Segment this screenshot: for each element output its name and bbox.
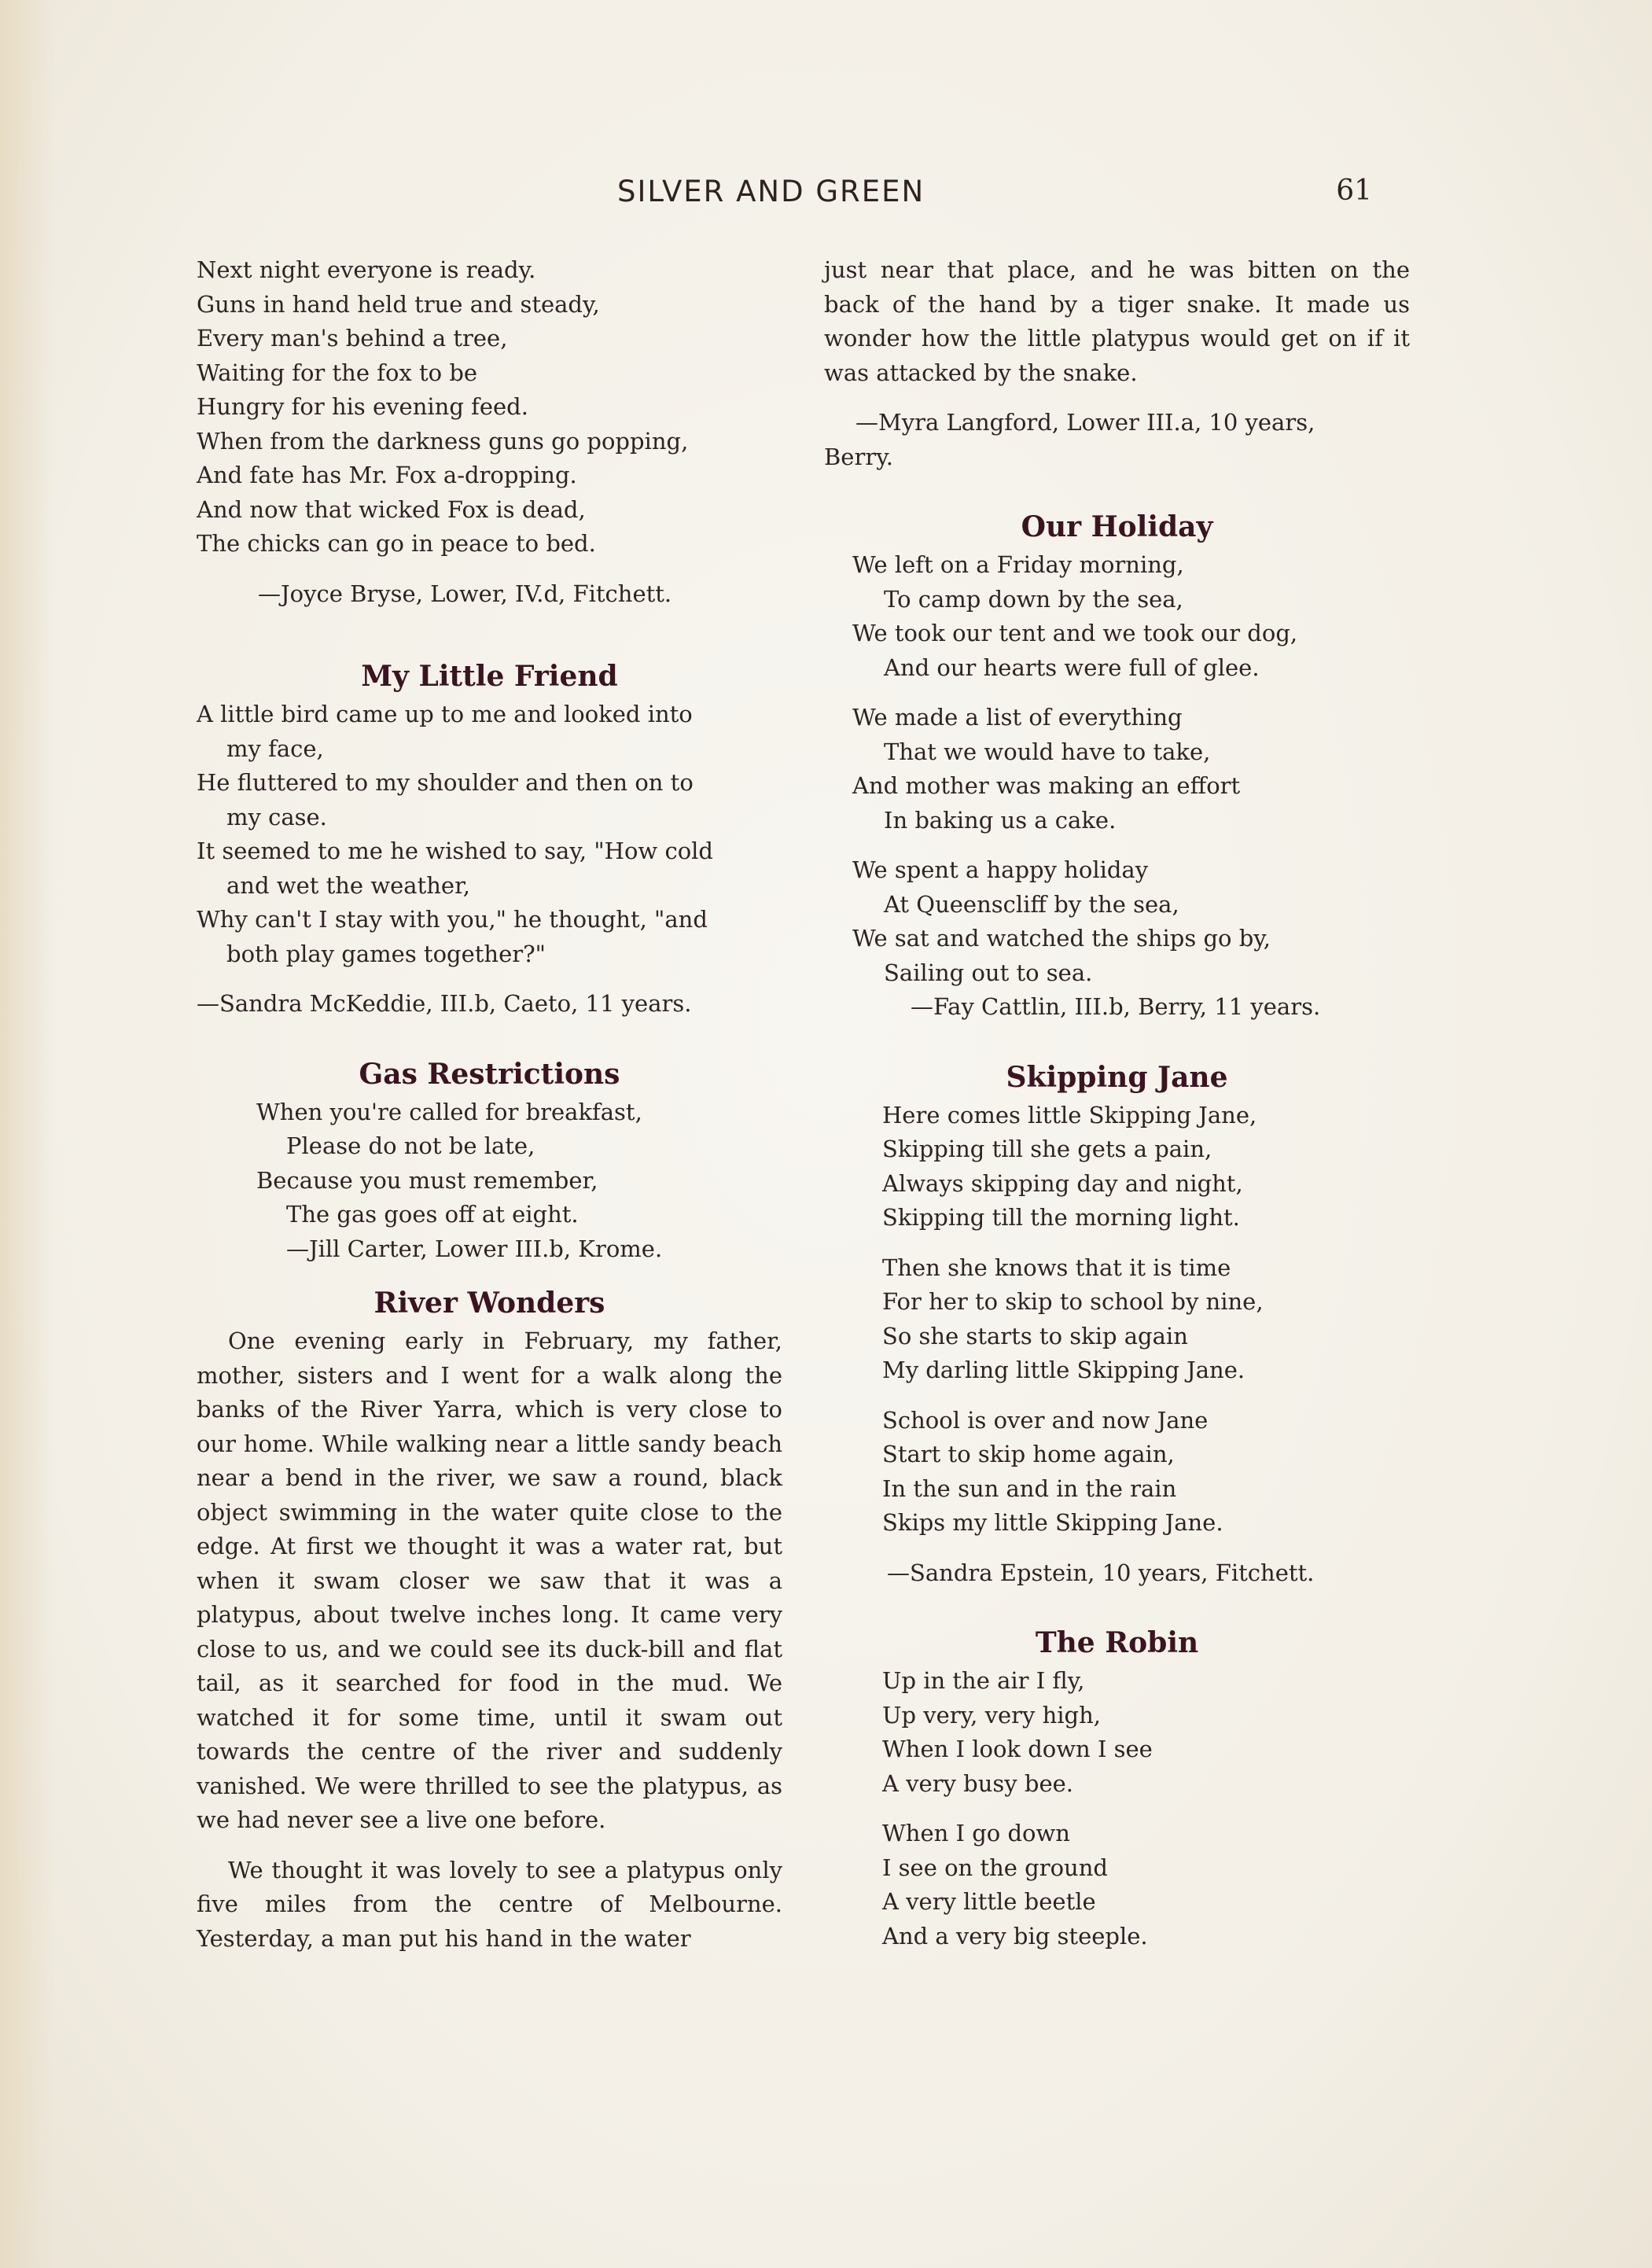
poem-line: my face, (226, 735, 324, 762)
poem-line: To camp down by the sea, (884, 585, 1183, 613)
attribution: —Joyce Bryse, Lower, IV.d, Fitchett. (258, 580, 672, 607)
poem-line: We spent a happy holiday (852, 856, 1149, 883)
attribution: —Myra Langford, Lower III.a, 10 years, (855, 409, 1315, 436)
poem-line: Start to skip home again, (882, 1441, 1175, 1467)
stanza (824, 1251, 1410, 1388)
poem-title: Our Holiday (1021, 510, 1213, 543)
poem-line: Skipping till she gets a pain, (882, 1136, 1212, 1162)
poem-line: Please do not be late, (286, 1132, 535, 1159)
my-little-friend-poem (197, 655, 782, 1022)
poem-line: And fate has Mr. Fox a-dropping. (197, 462, 577, 488)
poem-line: It seemed to me he wished to say, "How cold (197, 838, 713, 864)
poem-line: When from the darkness guns go popping, (197, 427, 689, 455)
stanza (824, 548, 1410, 685)
stanza (824, 1404, 1410, 1541)
poem-line: Sailing out to sea. (884, 959, 1093, 986)
poem-line: He fluttered to my shoulder and then on to (197, 769, 694, 796)
poem-line: When I look down I see (882, 1736, 1153, 1762)
poem-line: We took our tent and we took our dog, (852, 620, 1298, 646)
poem-line: Hungry for his evening feed. (197, 393, 528, 420)
skipping-jane-poem (824, 1056, 1410, 1591)
poem-line: Then she knows that it is time (882, 1254, 1231, 1281)
running-title: SILVER AND GREEN (617, 175, 925, 208)
river-wonders-continued (824, 253, 1410, 474)
poem-line: Skipping till the morning light. (882, 1204, 1240, 1231)
poem-line: my case. (226, 803, 327, 830)
poem-line: Next night everyone is ready. (197, 256, 536, 283)
poem-line: In the sun and in the rain (882, 1475, 1177, 1502)
our-holiday-poem (824, 506, 1410, 1025)
poem-line: And a very big steeple. (882, 1922, 1148, 1950)
poem-line: The gas goes off at eight. (286, 1201, 579, 1228)
article-body (197, 1324, 782, 1956)
poem-line: both play games together?" (226, 940, 546, 967)
attribution-continued: Berry. (824, 443, 893, 470)
stanza (824, 1099, 1410, 1235)
poem-line: We made a list of everything (852, 704, 1183, 731)
poem-title: Skipping Jane (1006, 1060, 1228, 1094)
article-title: River Wonders (373, 1287, 605, 1320)
attribution: —Sandra McKeddie, III.b, Caeto, 11 years. (197, 990, 692, 1017)
page-number: 61 (1336, 175, 1372, 207)
poem-line: At Queenscliff by the sea, (884, 890, 1179, 918)
page-header (617, 175, 1372, 219)
gas-restrictions-poem (197, 1053, 782, 1267)
poem-line: Up very, very high, (882, 1701, 1102, 1729)
paragraph: We thought it was lovely to see a platypus only five miles from the centre of Melbourne. Yesterday, a man put his hand in the water (197, 1856, 782, 1952)
poem-line: Every man's behind a tree, (197, 325, 508, 352)
poem-line: Up in the air I fly, (882, 1667, 1085, 1694)
poem-line: A little bird came up to me and looked into (197, 701, 693, 727)
poem-title: My Little Friend (361, 660, 618, 693)
poem-line: For her to skip to school by nine, (882, 1288, 1264, 1315)
poem-line: And our hearts were full of glee. (884, 654, 1260, 681)
poem-line: So she starts to skip again (882, 1322, 1188, 1349)
poem-line: My darling little Skipping Jane. (882, 1357, 1245, 1383)
left-column (197, 253, 782, 1956)
poem-line: Waiting for the fox to be (197, 359, 478, 386)
stanza (824, 1817, 1410, 1953)
poem-line: When you're called for breakfast, (256, 1098, 642, 1125)
right-column (824, 253, 1410, 1953)
poem-line: Always skipping day and night, (882, 1169, 1243, 1197)
poem-line: And mother was making an effort (852, 772, 1241, 799)
attribution: —Fay Cattlin, III.b, Berry, 11 years. (911, 993, 1321, 1020)
poem-line: Here comes little Skipping Jane, (882, 1101, 1257, 1128)
stanza (824, 1664, 1410, 1801)
poem-line: The chicks can go in peace to bed. (197, 530, 596, 557)
poem-line: Why can't I stay with you," he thought, "and (197, 906, 708, 933)
stanza (824, 853, 1410, 990)
poem-line: In baking us a cake. (884, 806, 1117, 834)
attribution: —Jill Carter, Lower III.b, Krome. (286, 1235, 663, 1262)
paragraph: One evening early in February, my father, mother, sisters and I went for a walk along the banks of the River Yarra, which is very close to our home. While walking near a little sandy beach near a bend in the river, we saw a round, black object swimming in the water quite close to the edge. At first we thought it was a water rat, but when it swam closer we saw that it was a platypus, about twelve inches long. It came very close to us, and we could see its duck-bill and flat tail, as it searched for food in the mud. We watched it for some time, until it swam out towards the centre of the river and suddenly vanished. We were thrilled to see the platypus, as we had never see a live one before. (197, 1327, 782, 1833)
poem-line: And now that wicked Fox is dead, (197, 495, 586, 523)
poem-line: When I go down (882, 1820, 1070, 1846)
the-robin-poem (824, 1622, 1410, 1953)
stanza (824, 701, 1410, 838)
poem-line: A very little beetle (882, 1888, 1096, 1915)
article-body-continued: just near that place, and he was bitten on the back of the hand by a tiger snake. It made us wonder how the little platypus would get on if it was attacked by the snake. (824, 256, 1410, 386)
poem-line: and wet the weather, (226, 871, 470, 899)
poem-line: School is over and now Jane (882, 1406, 1209, 1434)
poem-line: A very busy bee. (882, 1769, 1074, 1797)
poem-line: Guns in hand held true and steady, (197, 290, 600, 318)
poem-line: We left on a Friday morning, (852, 551, 1184, 578)
poem-line: We sat and watched the ships go by, (852, 925, 1271, 952)
poem-line: Because you must remember, (256, 1166, 598, 1194)
poem-line: That we would have to take, (884, 738, 1211, 765)
fox-poem (197, 253, 782, 611)
poem-title: The Robin (1035, 1626, 1199, 1659)
attribution: —Sandra Epstein, 10 years, Fitchett. (887, 1559, 1315, 1586)
poem-line: Skips my little Skipping Jane. (882, 1509, 1223, 1536)
poem-title: Gas Restrictions (359, 1057, 620, 1091)
poem-line: I see on the ground (882, 1854, 1108, 1881)
river-wonders-article (197, 1282, 782, 1956)
